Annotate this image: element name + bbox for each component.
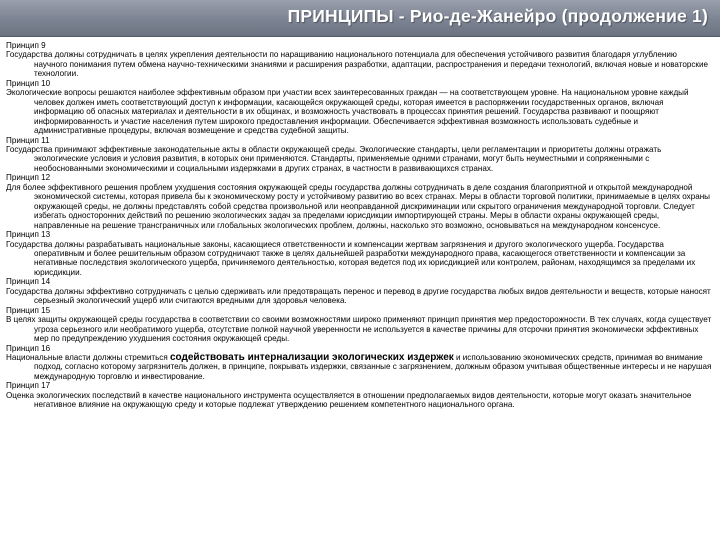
- principle-11-label: Принцип 11: [6, 135, 50, 145]
- principle-12-text: Для более эффективного решения проблем ухудшения состояния окружающей среды государства должны сотрудничать в деле создания благоприятной и открытой международной экономической системы, которая привела бы к экономическому росту и устойчивому развитию во всех странах. Меры в области торговой политики, принимаемые в целях охраны окружающей среды, не должны представлять собой средства произвольной или неоправданной дискриминации или скрытого ограничения международной торговли. Следует избегать односторонних действий по решению экологических задач за пределами юрисдикции импортирующей страны. Меры в области охраны окружающей среды, направленные на решение трансграничных или глобальных экологических проблем, должны, насколько это возможно, основываться на международном консенсусе.: [6, 182, 710, 230]
- principle-9-text: Государства должны сотрудничать в целях укрепления деятельности по наращиванию национального потенциала для обеспечения устойчивого развития благодаря углублению научного понимания путем обмена научно-техническими знаниями и расширения разработки, адаптации, распространения и передачи технологий, включая новые и новаторские технологии.: [6, 50, 708, 79]
- principle-13-text: Государства должны разрабатывать национальные законы, касающиеся ответственности и компенсации жертвам загрязнения и другого экологического ущерба. Государства оперативным и более решительным образом сотрудничают также в целях дальнейшей разработки международного права, касающегося ответственности и компенсации за негативные последствия экологического ущерба, причиняемого деятельностью, которая ведется под их юрисдикцией или контролем, районам, находящимся за пределами их юрисдикции.: [6, 239, 696, 277]
- principle-16-text-after: и использованию экономических средств, принимая во внимание подход, согласно которому загрязнитель должен, в принципе, покрывать издержки, связанные с загрязнением, должным образом учитывая общественные интересы и не нарушая международную торговлю и инвестирование.: [34, 352, 712, 381]
- principle-17-label: Принцип 17: [6, 381, 51, 391]
- title-bar: [0, 0, 720, 37]
- principle-14-label: Принцип 14: [6, 277, 51, 287]
- slide-title: ПРИНЦИПЫ - Рио-де-Жанейро (продолжение 1): [287, 6, 708, 26]
- principle-10-text: Экологические вопросы решаются наиболее эффективным образом при участии всех заинтересованных граждан — на соответствующем уровне. На национальном уровне каждый человек должен иметь соответствующий доступ к информации, касающейся окружающей среды, которая имеется в распоряжении государственных органов, включая информацию об опасных материалах и деятельности в их общинах, и возможность участвовать в процессах принятия решений. Государства развивают и поощряют информированность и участие населения путем широкого предоставления информации. Обеспечивается эффективная возможность использовать судебные и административные процедуры, включая возмещение и средства судебной защиты.: [6, 88, 689, 136]
- principle-15-text: В целях защиты окружающей среды государства в соответствии со своими возможностями широко применяют принцип принятия мер предосторожности. В тех случаях, когда существует угроза серьезного или необратимого ущерба, отсутствие полной научной уверенности не используется в качестве причины для отсрочки принятия экономически эффективных мер по предупреждению ухудшения состояния окружающей среды.: [6, 315, 712, 344]
- principle-15-label: Принцип 15: [6, 305, 51, 315]
- principle-12-label: Принцип 12: [6, 173, 51, 183]
- principle-9-label: Принцип 9: [6, 41, 46, 50]
- principle-16-text: [6, 353, 712, 381]
- principles-list: [6, 41, 712, 410]
- principle-16-emphasis: содействовать интернализации экологических издержек: [169, 351, 454, 363]
- principle-10-label: Принцип 10: [6, 78, 51, 88]
- principle-17-text: Оценка экологических последствий в качестве национального инструмента осуществляется в отношении предполагаемых видов деятельности, которые могут оказать значительное негативное влияние на окружающую среду и которые подлежат утверждению решением компетентного национального органа.: [6, 390, 692, 410]
- principle-11-text: Государства принимают эффективные законодательные акты в области окружающей среды. Экологические стандарты, цели регламентации и приоритеты должны отражать экологические условия и условия развития, в которых они применяются. Стандарты, применяемые одними странами, могут быть неуместными и сопряженными с необоснованными экономическими и социальными издержками в других странах, в частности в развивающихся странах.: [6, 144, 662, 173]
- principle-16-text-before: Национальные власти должны стремиться: [6, 352, 170, 362]
- principle-16-label: Принцип 16: [6, 343, 51, 353]
- principle-14-text: Государства должны эффективно сотрудничать с целью сдерживать или предотвращать перенос и перевод в другие государства любых видов деятельности и веществ, которые наносят серьезный экологический ущерб или считаются вредными для здоровья человека.: [6, 286, 711, 306]
- principle-13-label: Принцип 13: [6, 230, 51, 240]
